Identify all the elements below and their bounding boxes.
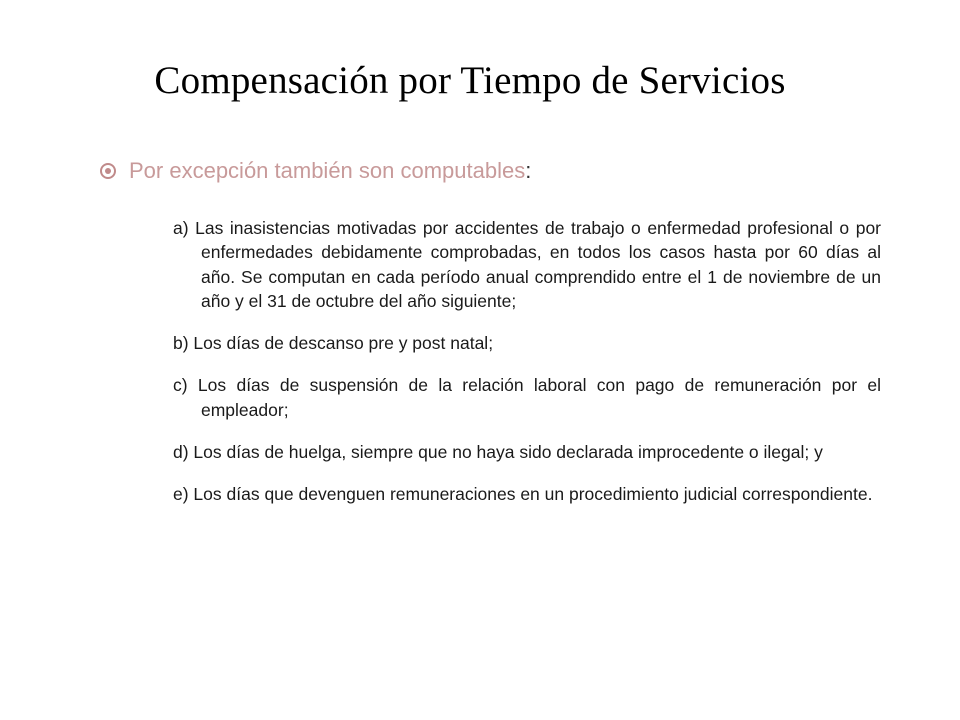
target-bullet-icon [100,163,116,179]
items-list [173,198,881,517]
heading-text: Por excepción también son computables [129,158,526,183]
list-item-b: b) Los días de descanso pre y post natal; [173,333,494,353]
list-item-e: e) Los días que devenguen remuneraciones en un procedimiento judicial correspondiente. [173,483,873,504]
list-item-a: a) Las inasistencias motivadas por accidentes de trabajo o enfermedad profesional o por enfermedades debidamente comprobadas, en todos los casos hasta por 60 días al año. Se computan en cada período anual comprendido entre el 1 de noviembre de un año y el 31 de octubre del año siguiente; [173,217,881,311]
bullet-heading [100,158,880,184]
list-item-d: d) Los días de huelga, siempre que no haya sido declarada improcedente o ilegal; y [173,441,823,462]
list-item-c: c) Los días de suspensión de la relación laboral con pago de remuneración por el empleador; [173,375,881,420]
slide-title: Compensación por Tiempo de Servicios [154,59,786,102]
heading-colon: : [525,158,532,183]
